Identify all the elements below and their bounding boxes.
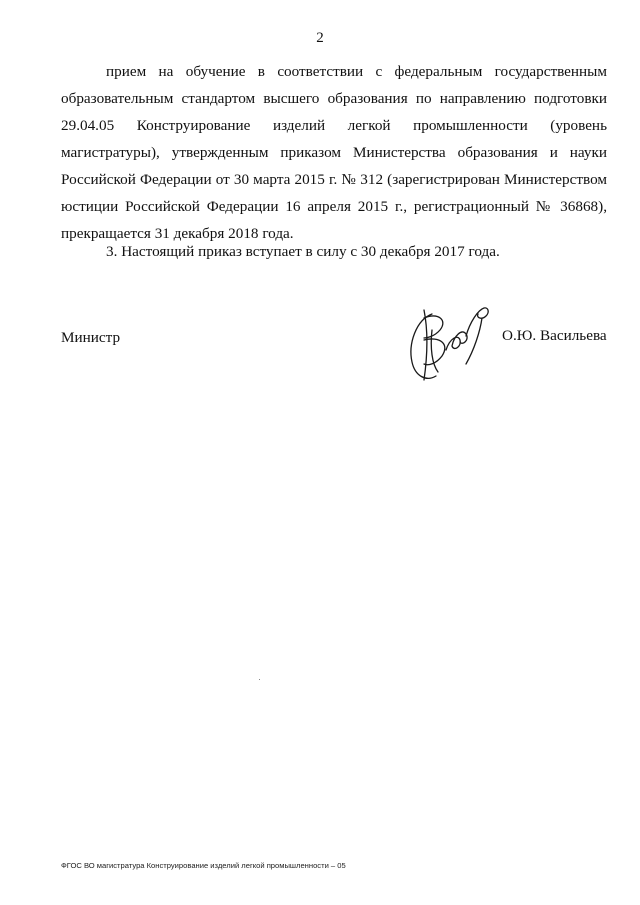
page-number: 2: [316, 30, 324, 46]
scan-speck: [259, 679, 260, 680]
handwritten-signature: [402, 300, 502, 388]
signer-position-title: Министр: [61, 329, 121, 346]
signer-name: О.Ю. Васильева: [502, 327, 607, 344]
signature-block: [0, 300, 640, 390]
document-footer: ФГОС ВО магистратура Конструирование изделий легкой промышленности – 05: [61, 861, 346, 870]
body-paragraph-effective-date: 3. Настоящий приказ вступает в силу с 30 декабря 2017 года.: [106, 243, 500, 260]
body-paragraph-continuation: прием на обучение в соответствии с федеральным государственным образовательным стандартом высшего образования по направлению подготовки 29.04.05 Конструирование изделий легкой промышленности (уровень магистратуры), утвержденным приказом Министерства образования и науки Российской Федерации от 30 марта 2015 г. № 312 (зарегистрирован Министерством юстиции Российской Федерации 16 апреля 2015 г., регистрационный № 36868), прекращается 31 декабря 2018 года.: [61, 63, 607, 242]
